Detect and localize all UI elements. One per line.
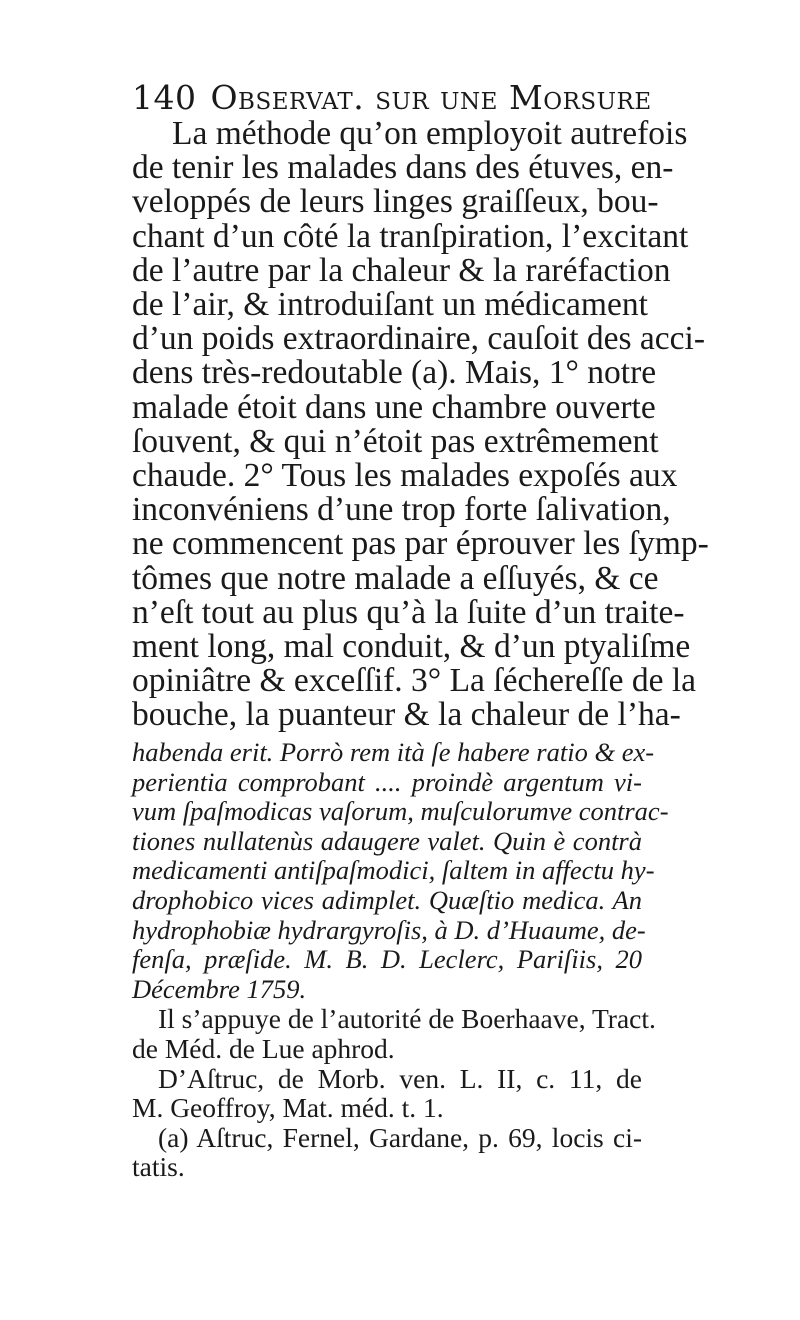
reference-footnote — [132, 1003, 656, 1183]
footnote-line: M. Geoffroy, Mat. méd. t. 1. — [132, 1092, 444, 1124]
text-line: chant d’un côté la tranſpiration, l’excitant — [132, 217, 689, 255]
text-line: ne commencent pas par éprouver les ſymp- — [132, 525, 709, 563]
text-line: d’un poids extraordinaire, cauſoit des acci- — [132, 320, 706, 358]
text-line: dens très-redoutable (a). Mais, 1° notre — [132, 354, 657, 392]
footnotes — [132, 737, 669, 1183]
text-line: malade étoit dans une chambre ouverte — [132, 388, 656, 426]
text-line: opiniâtre & exceſſif. 3° La ſéchereſſe de la — [132, 662, 697, 700]
text-line: veloppés de leurs linges graiſſeux, bou- — [132, 183, 659, 221]
footnote-line: habenda erit. Porrò rem ità ſe habere ratio & ex- — [132, 737, 655, 767]
text-line: ſouvent, & qui n’étoit pas extrêmement — [132, 422, 659, 460]
text-line: La méthode qu’on employoit autrefois — [172, 115, 688, 152]
page-number: 140 — [132, 78, 197, 117]
footnote-line: de Méd. de Lue aphrod. — [132, 1032, 395, 1064]
footnote-line: fenſa, præſide. M. B. D. Leclerc, Pariſiis, 20 — [132, 944, 642, 975]
running-header — [132, 78, 652, 117]
footnote-line: medicamenti antiſpaſmodici, ſaltem in affectu hy- — [132, 855, 655, 886]
footnote-line: tatis. — [132, 1151, 185, 1183]
footnote-line: Il s’appuye de l’autorité de Boerhaave, Tract. — [158, 1003, 656, 1035]
text-line: de l’air, & introduiſant un médicament — [132, 286, 648, 324]
text-line: inconvéniens d’une trop forte ſalivation, — [132, 491, 671, 529]
text-line: bouche, la puanteur & la chaleur de l’ha- — [132, 696, 681, 734]
text-line: ment long, mal conduit, & d’un ptyaliſme — [132, 628, 691, 666]
text-line: tômes que notre malade a eſſuyés, & ce — [132, 559, 659, 597]
footnote-line: D’Aſtruc, de Morb. ven. L. II, c. 11, de — [158, 1062, 642, 1094]
text-line: de l’autre par la chaleur & la raréfaction — [132, 251, 671, 289]
text-line: chaude. 2° Tous les malades expoſés aux — [132, 457, 678, 495]
footnote-line: hydrophobiæ hydrargyroſis, à D. d’Huaume, de- — [132, 914, 646, 945]
footnote-line: (a) Aſtruc, Fernel, Gardane, p. 69, locis ci- — [158, 1121, 642, 1153]
latin-footnote — [132, 737, 669, 1004]
text-line: de tenir les malades dans des étuves, en- — [132, 149, 674, 187]
footnote-line: perientia comprobant .... proindè argentum vi- — [132, 766, 642, 797]
footnote-line: vum ſpaſmodicas vaſorum, muſculorumve contrac- — [132, 796, 669, 827]
footnote-line: tiones nullatenùs adaugere valet. Quin è contrà — [132, 825, 642, 856]
text-line: n’eſt tout au plus qu’à la ſuite d’un traite- — [132, 593, 685, 631]
running-title: Observat. sur une Morsure — [210, 78, 652, 117]
footnote-line: Décembre 1759. — [132, 973, 307, 1004]
main-text — [132, 115, 709, 734]
footnote-line: drophobico vices adimplet. Quæſtio medica. An — [132, 884, 642, 915]
